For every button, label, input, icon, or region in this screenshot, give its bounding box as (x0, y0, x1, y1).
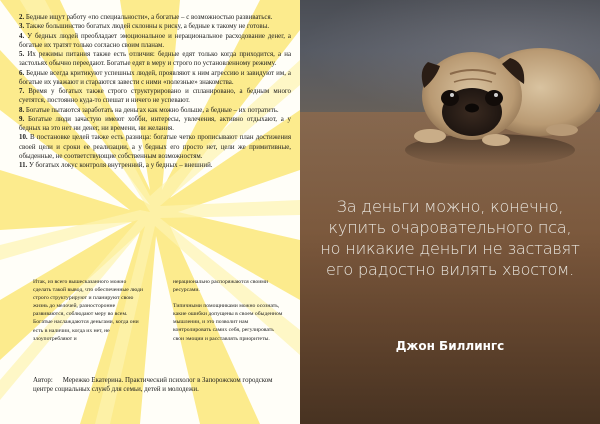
list-item (19, 22, 291, 31)
paragraph: нерационально распоряжаются своими ресурсами. (173, 279, 268, 294)
list-item (19, 69, 291, 88)
list-item-text: Богатые люди зачастую имеют хобби, интересы, увлечения, активно отдыхают, а у бедных на это нет ни денег, ни времени, ни желания. (19, 115, 291, 132)
list-item (19, 50, 291, 69)
list-item-text: В постановке целей также есть разница: богатые четко прописывают план достижения своей цели и сроки ее реализации, а у бедных его просто нет, цели же примитивные, обыденные, не соответствующие собственным возможностям. (19, 134, 291, 160)
quote-line: его радостно вилять хвостом. (325, 260, 575, 279)
list-item-number: 9. (19, 115, 25, 123)
quote-line: купить очаровательного пса, (328, 218, 572, 237)
column-left (33, 278, 145, 343)
list-item-number: 10. (19, 134, 28, 142)
list-item-text: Бедные всегда критикуют успешных людей, проявляют к ним агрессию и завидуют им, а богатые их уважают и стараются завести с ними «полезные» знакомства. (19, 69, 291, 86)
list-item (19, 106, 291, 115)
quote-author: Джон Биллингс (395, 339, 505, 353)
right-page (300, 0, 600, 424)
column-right (173, 278, 285, 343)
list-item (19, 13, 291, 22)
quote (308, 196, 592, 280)
author-description: Мережко Екатерина. Практический психолог в Запорожском городском центре социальных служб для семьи, детей и молодежи. (33, 377, 273, 394)
list-item-number: 5. (19, 51, 25, 58)
list-item-number: 8. (19, 106, 25, 114)
list-item (19, 32, 291, 51)
author-label: Автор: (33, 377, 53, 384)
list-item-text: У богатых локус контроля внутренний, а у бедных – внешний. (27, 162, 213, 169)
list-item-number: 11. (19, 162, 28, 169)
list-item-text: Также большинство богатых людей склонны к риску, а бедные к такому не готовы. (24, 23, 270, 31)
list-item (19, 87, 291, 106)
quote-line: За деньги можно, конечно, (336, 197, 564, 216)
list-item-number: 6. (19, 69, 25, 77)
list-item-number: 3. (19, 23, 25, 31)
author-footer (33, 376, 289, 395)
quote-line: но никакие деньги не заставят (320, 239, 580, 258)
list-rich-vs-poor (19, 13, 291, 170)
list-item-number: 7. (19, 88, 25, 95)
list-item (19, 161, 291, 170)
paragraph: Итак, из всего вышесказанного можно сделать такой вывод, что обеспеченные люди строго структурируют и планируют свою жизнь до мелочей, разносторонне развиваются, соблюдают меру во всем. Богатые наслаждаются деньгами, когда они есть в наличии, когда их нет, не злоупотребляют и (33, 279, 143, 342)
list-item-text: У бедных людей преобладает эмоциональное и нерациональное расходование денег, а богатые их тратят только согласно своим планам. (19, 32, 291, 49)
list-item-text: Бедные ищут работу «по специальности», а богатые – с возможностью развиваться. (24, 14, 273, 21)
list-item (19, 133, 291, 161)
list-item-number: 4. (19, 32, 25, 40)
list-item-text: Время у богатых также строго структурировано и спланировано, а бедным много суетятся, постоянно куда-то спешат и ничего не успевают. (19, 88, 291, 105)
list-item-text: Богатые пытаются заработать на деньгах как можно больше, а бедные – их потратить. (24, 106, 279, 114)
list-item-text: Их режимы питания также есть отличия: бедные едят только когда приходится, а на застольях обычно переедают. Богатые едят в меру и строго по установленному режиму. (19, 51, 291, 68)
list-item (19, 115, 291, 134)
conclusion-columns (33, 278, 285, 343)
paragraph: Типичными помощниками можно осознать, какие ошибки допущены в своем обыденном мышлении, и это позволит нам контролировать самих себя, регулировать свои эмоции и расставлять приоритеты. (173, 303, 283, 342)
pug-photo (300, 0, 600, 200)
list-item-number: 2. (19, 14, 25, 21)
